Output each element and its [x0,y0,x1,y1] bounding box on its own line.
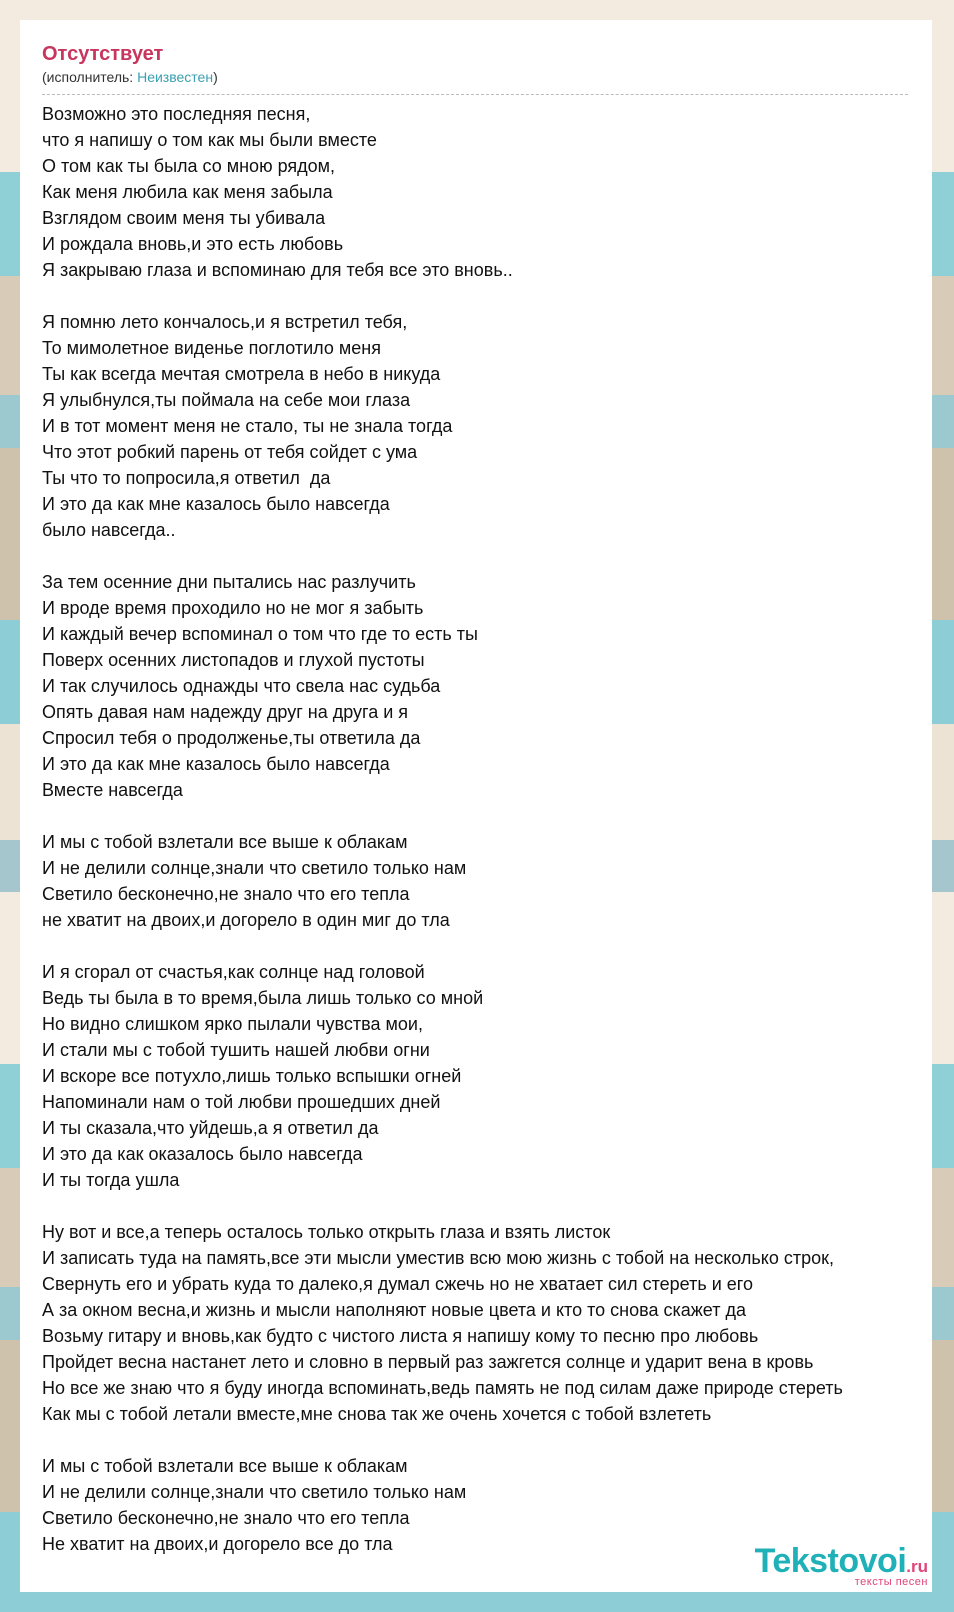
lyric-line: И записать туда на память,все эти мысли уместив всю мою жизнь с тобой на несколько строк, [42,1248,834,1268]
lyric-line: То мимолетное виденье поглотило меня [42,338,381,358]
lyric-line: И я сгорал от счастья,как солнце над головой [42,962,425,982]
lyric-line: За тем осенние дни пытались нас разлучить [42,572,416,592]
lyric-line: И в тот момент меня не стало, ты не знала тогда [42,416,453,436]
site-logo[interactable] [755,1544,928,1588]
lyric-line: Возможно это последняя песня, [42,104,311,124]
lyric-line: Я улыбнулся,ты поймала на себе мои глаза [42,390,411,410]
lyric-line: Я закрываю глаза и вспоминаю для тебя все это вновь.. [42,260,513,280]
lyric-line: Ты как всегда мечтая смотрела в небо в никуда [42,364,441,384]
lyric-line: И это да как мне казалось было навсегда [42,494,390,514]
lyric-line: Спросил тебя о продолженье,ты ответила да [42,728,421,748]
artist-prefix: (исполнитель: [42,69,138,85]
lyric-line: И стали мы с тобой тушить нашей любви огни [42,1040,430,1060]
song-title: Отсутствует [42,43,164,65]
lyric-line: Возьму гитару и вновь,как будто с чистого листа я напишу кому то песню про любовь [42,1326,759,1346]
stanza-break [42,933,910,959]
stanza-break [42,1193,910,1219]
lyric-line: Я помню лето кончалось,и я встретил тебя, [42,312,408,332]
lyric-line: И мы с тобой взлетали все выше к облакам [42,1456,408,1476]
stanza-break [42,283,910,309]
lyric-line: О том как ты была со мною рядом, [42,156,336,176]
lyric-line: Что этот робкий парень от тебя сойдет с ума [42,442,418,462]
lyric-line: Взглядом своим меня ты убивала [42,208,326,228]
lyric-line: И не делили солнце,знали что светило только нам [42,1482,467,1502]
lyric-line: И каждый вечер вспоминал о том что где то есть ты [42,624,478,644]
lyric-line: И вроде время проходило но не мог я забыть [42,598,424,618]
lyric-line: Ну вот и все,а теперь осталось только открыть глаза и взять листок [42,1222,611,1242]
lyric-line: было навсегда.. [42,520,176,540]
artist-link[interactable]: Неизвестен [137,69,214,85]
logo-tld: .ru [906,1557,928,1576]
lyric-line: Светило бесконечно,не знало что его тепла [42,1508,410,1528]
lyric-line: Как меня любила как меня забыла [42,182,333,202]
stanza-break [42,1427,910,1453]
lyric-line: Не хватит на двоих,и догорело все до тла [42,1534,393,1554]
lyrics-body [42,101,910,1557]
divider [42,94,908,95]
logo-brand: Tekstovoi [754,1542,907,1580]
lyric-line: И мы с тобой взлетали все выше к облакам [42,832,408,852]
lyric-line: Ведь ты была в то время,была лишь только со мной [42,988,484,1008]
artist-line [42,68,910,86]
lyric-line: что я напишу о том как мы были вместе [42,130,377,150]
lyric-line: Пройдет весна настанет лето и словно в первый раз зажгется солнце и ударит вена в кровь [42,1352,814,1372]
lyric-line: И ты сказала,что уйдешь,а я ответил да [42,1118,379,1138]
lyric-line: Светило бесконечно,не знало что его тепла [42,884,410,904]
lyric-line: И рождала вновь,и это есть любовь [42,234,344,254]
artist-suffix: ) [213,69,218,85]
lyric-line: И ты тогда ушла [42,1170,180,1190]
lyric-line: Вместе навсегда [42,780,183,800]
lyric-line: Но видно слишком ярко пылали чувства мои, [42,1014,423,1034]
lyric-line: Напоминали нам о той любви прошедших дней [42,1092,441,1112]
lyric-line: И это да как оказалось было навсегда [42,1144,363,1164]
lyric-line: А за окном весна,и жизнь и мысли наполняют новые цвета и кто то снова скажет да [42,1300,746,1320]
lyric-line: Но все же знаю что я буду иногда вспоминать,ведь память не под силам даже природе стереть [42,1378,843,1398]
lyric-line: Опять давая нам надежду друг на друга и я [42,702,409,722]
lyric-line: И так случилось однажды что свела нас судьба [42,676,441,696]
logo-tagline: тексты песен [854,1576,928,1588]
lyric-line: Ты что то попросила,я ответил да [42,468,331,488]
lyric-line: И не делили солнце,знали что светило только нам [42,858,467,878]
lyric-line: Поверх осенних листопадов и глухой пустоты [42,650,425,670]
lyric-line: Как мы с тобой летали вместе,мне снова так же очень хочется с тобой взлететь [42,1404,712,1424]
lyrics-card [20,20,932,1592]
lyric-line: не хватит на двоих,и догорело в один миг до тла [42,910,450,930]
lyric-line: И вскоре все потухло,лишь только вспышки огней [42,1066,462,1086]
stanza-break [42,803,910,829]
stanza-break [42,543,910,569]
lyric-line: Свернуть его и убрать куда то далеко,я думал сжечь но не хватает сил стереть и его [42,1274,753,1294]
lyric-line: И это да как мне казалось было навсегда [42,754,390,774]
